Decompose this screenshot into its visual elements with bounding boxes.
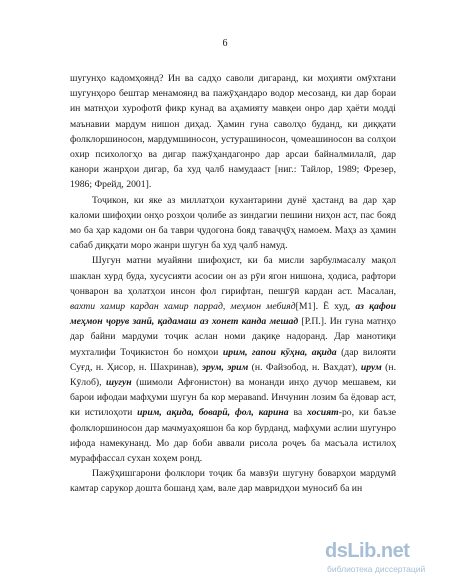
example-quote-2: аз қафои меҳмон ҷорув занӣ, қадамаш аз хонет канда мешад	[70, 301, 396, 328]
term-irum: ирум	[360, 361, 382, 373]
term-khosiyat: хосият	[307, 407, 339, 419]
text-run: [Р.П.]. Ин гуна матнҳо дар байни мардуми тоҷик аслан номи дақиқе надоранд. Дар манотиқи мухталифи Тоҷикистон бо номҳои	[70, 316, 397, 358]
paragraph-4: Пажӯҳишгарони фолклори тоҷик ба мавзӯи шугуну боварҳои мардумӣ камтар сарукор дошта бошанд ҳам, вале дар мавридҳои муносиб ба ин	[70, 468, 396, 495]
text-run: (н. Файзобод, н. Вахдат),	[248, 361, 361, 373]
term-list-3: ирим, ақида, боварӣ, фол, карина	[137, 407, 289, 419]
term-list-1: ирим, гапои кӯҳна, ақида	[222, 346, 337, 358]
paragraph-3	[70, 253, 396, 466]
text-run: (шимоли Афғонистон) ва монанди инҳо дучор мешавем, ки барои ифодаи мафҳуми шугун ба кор меравand. Инчунин лозим ба ёдовар аст, ки истилоҳоти	[70, 377, 397, 419]
text-run: [М1]. Ё худ,	[295, 301, 356, 313]
text-run: Шугун матни муайяни шифоҳист, ки ба мисли зарбулмасалу мақол шаклан хурд буда, хусусияти асосии он аз рӯи ягон нишона, ҳодиса, рафтори ҷонварон ва ҳолатҳои инсон фол гирифтан, пешгӯӣ кардан аст. Масалан,	[70, 255, 396, 297]
document-body	[70, 71, 396, 497]
watermark-subtitle: библиотека диссертаций	[327, 564, 426, 574]
text-run: -ро, ки баъзе фолклоршиносон дар мачмуаҳояшон ба кор бурданд, мафҳуми аслии шугунро ифода намекунанд. Мо дар боби аввали рисола роҷеъ ба масъала истилоҳ мураффассал сухан хоҳем ронд.	[70, 407, 396, 465]
example-quote-1: вахти хамир кардан хамир паррад, меҳмон мебияд	[70, 301, 296, 313]
text-run: (н. Кӯлоб),	[70, 361, 396, 389]
dslib-watermark	[325, 540, 440, 574]
term-shugun: шугун	[106, 377, 132, 389]
watermark-logo: dsLib.net	[325, 540, 410, 562]
text-run: ва	[288, 407, 308, 419]
term-list-2: эрум, эрим	[202, 361, 249, 373]
text-run: (дар вилояти Суғд, н. Ҳисор, н. Шахринав),	[70, 346, 396, 373]
page-number: 6	[222, 38, 228, 49]
paragraph-2: Тоҷикон, ки яке аз миллатҳои кухантарини дунё ҳастанд ва дар ҳар каломи шифоҳии онҳо розҳои ҷолибе аз зиндагии пешини ниҳон аст, пас бояд мо ба ҳар кадоми он ба таври ҷудогона бояд таваҷҷӯҳ намоем. Маҳз аз ҳамин сабаб диққати моро жанри шугун ба худ ҷалб намуд.	[70, 194, 396, 252]
paragraph-1: шугунҳо кадомҳоянд? Ин ва садҳо саволи дигаранд, ки моҳияти омӯхтани шугунҳоро бештар менамоянд ва пажӯҳандаро водор месозанд, ки дар бораи ин матнҳои хурофотӣ фикр кунад ва аҳамияту мавқеи онро дар ҳаёти модді маънавии мардум нишон диҳад. Ҳамин гуна саволҳо буданд, ки диққати фолклоршиносон, мардумшиносон, устурашиносон, ҷомеашиносон ва солҳои охир психологҳо ва дигар пажӯҳандагонро дар арсаи байналмилалӣ, дар канори жанрҳои дигар, ба худ ҷалб намудааст [ниг.: Тайлор, 1989; Фрезер, 1986; Фрейд, 2001].	[70, 73, 396, 191]
